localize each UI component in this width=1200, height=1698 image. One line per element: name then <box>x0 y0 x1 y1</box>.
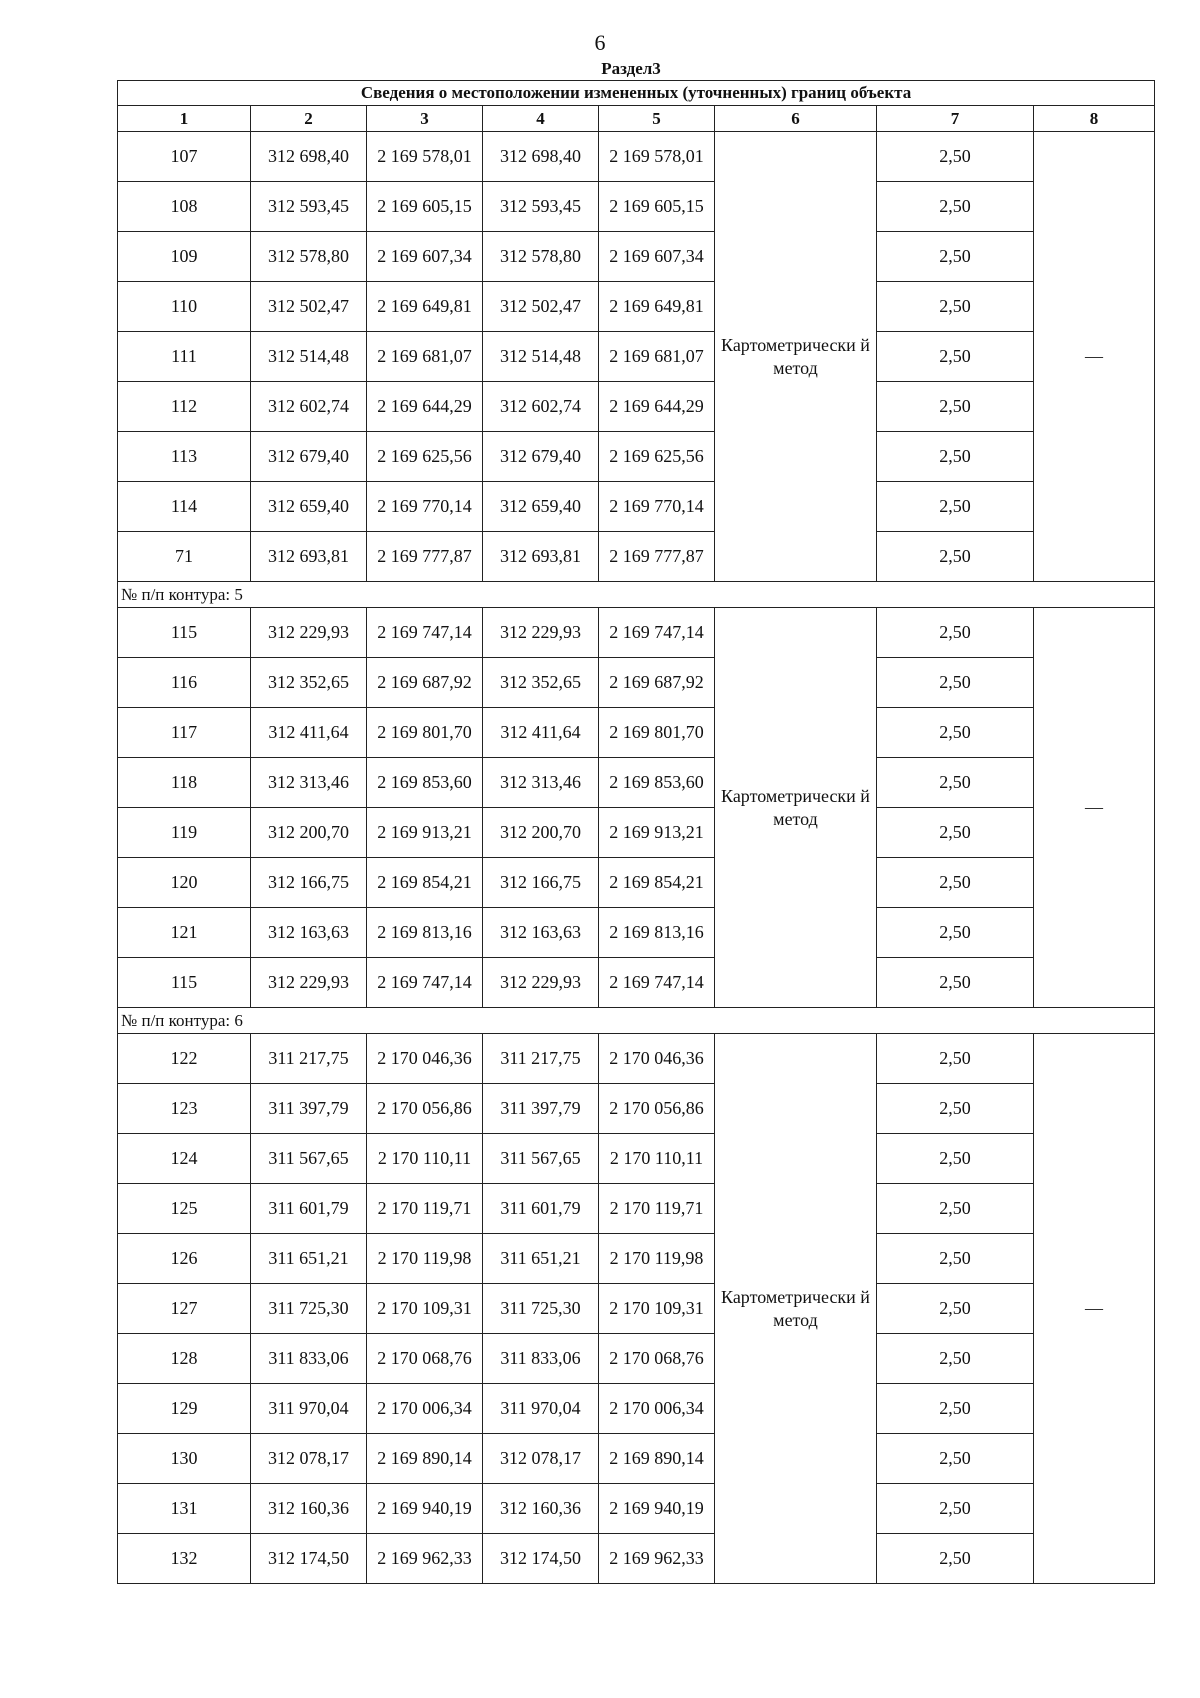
y-refined-cell: 2 170 046,36 <box>599 1034 715 1084</box>
table-row <box>118 608 1155 658</box>
y-refined-cell: 2 169 770,14 <box>599 482 715 532</box>
table-row <box>118 1334 1155 1384</box>
y-existing-cell: 2 169 801,70 <box>367 708 483 758</box>
point-number-cell: 108 <box>118 182 251 232</box>
x-existing-cell: 312 163,63 <box>251 908 367 958</box>
point-number-cell: 130 <box>118 1434 251 1484</box>
accuracy-cell: 2,50 <box>877 332 1034 382</box>
accuracy-cell: 2,50 <box>877 808 1034 858</box>
table-row <box>118 1184 1155 1234</box>
point-number-cell: 125 <box>118 1184 251 1234</box>
y-refined-cell: 2 170 119,71 <box>599 1184 715 1234</box>
table-row <box>118 758 1155 808</box>
y-existing-cell: 2 169 607,34 <box>367 232 483 282</box>
accuracy-cell: 2,50 <box>877 382 1034 432</box>
table-row <box>118 232 1155 282</box>
y-existing-cell: 2 169 605,15 <box>367 182 483 232</box>
x-refined-cell: 312 200,70 <box>483 808 599 858</box>
y-refined-cell: 2 169 854,21 <box>599 858 715 908</box>
y-refined-cell: 2 169 605,15 <box>599 182 715 232</box>
table-row <box>118 908 1155 958</box>
point-number-cell: 132 <box>118 1534 251 1584</box>
y-existing-cell: 2 169 777,87 <box>367 532 483 582</box>
x-existing-cell: 312 160,36 <box>251 1484 367 1534</box>
point-number-cell: 115 <box>118 958 251 1008</box>
point-number-cell: 123 <box>118 1084 251 1134</box>
table-row <box>118 1534 1155 1584</box>
x-refined-cell: 311 970,04 <box>483 1384 599 1434</box>
y-existing-cell: 2 169 890,14 <box>367 1434 483 1484</box>
accuracy-cell: 2,50 <box>877 1134 1034 1184</box>
y-refined-cell: 2 169 625,56 <box>599 432 715 482</box>
table-row <box>118 808 1155 858</box>
x-existing-cell: 312 514,48 <box>251 332 367 382</box>
method-cell: Картометрически й метод <box>715 608 877 1008</box>
x-refined-cell: 311 725,30 <box>483 1284 599 1334</box>
column-header: 6 <box>715 106 877 132</box>
y-existing-cell: 2 169 681,07 <box>367 332 483 382</box>
x-existing-cell: 312 578,80 <box>251 232 367 282</box>
x-refined-cell: 312 578,80 <box>483 232 599 282</box>
x-refined-cell: 311 217,75 <box>483 1034 599 1084</box>
x-refined-cell: 312 602,74 <box>483 382 599 432</box>
point-number-cell: 110 <box>118 282 251 332</box>
y-refined-cell: 2 169 777,87 <box>599 532 715 582</box>
note-cell: — <box>1034 608 1155 1008</box>
section-label: Раздел3 <box>601 59 661 78</box>
accuracy-cell: 2,50 <box>877 908 1034 958</box>
y-refined-cell: 2 170 110,11 <box>599 1134 715 1184</box>
y-existing-cell: 2 169 687,92 <box>367 658 483 708</box>
x-existing-cell: 312 174,50 <box>251 1534 367 1584</box>
x-refined-cell: 312 514,48 <box>483 332 599 382</box>
contour-group-label: № п/п контура: 5 <box>118 582 1155 608</box>
x-refined-cell: 312 693,81 <box>483 532 599 582</box>
point-number-cell: 115 <box>118 608 251 658</box>
table-caption-row <box>118 81 1155 106</box>
x-refined-cell: 312 229,93 <box>483 608 599 658</box>
accuracy-cell: 2,50 <box>877 1334 1034 1384</box>
point-number-cell: 121 <box>118 908 251 958</box>
accuracy-cell: 2,50 <box>877 1234 1034 1284</box>
accuracy-cell: 2,50 <box>877 608 1034 658</box>
table-row <box>118 1284 1155 1334</box>
x-existing-cell: 312 352,65 <box>251 658 367 708</box>
table-row <box>118 658 1155 708</box>
point-number-cell: 114 <box>118 482 251 532</box>
table-row <box>118 1034 1155 1084</box>
y-refined-cell: 2 169 649,81 <box>599 282 715 332</box>
y-existing-cell: 2 170 056,86 <box>367 1084 483 1134</box>
table-row <box>118 1384 1155 1434</box>
x-existing-cell: 312 200,70 <box>251 808 367 858</box>
x-existing-cell: 312 502,47 <box>251 282 367 332</box>
point-number-cell: 127 <box>118 1284 251 1334</box>
point-number-cell: 128 <box>118 1334 251 1384</box>
accuracy-cell: 2,50 <box>877 1484 1034 1534</box>
x-existing-cell: 311 217,75 <box>251 1034 367 1084</box>
y-refined-cell: 2 169 681,07 <box>599 332 715 382</box>
boundary-coordinates-table <box>117 80 1155 1584</box>
x-refined-cell: 312 174,50 <box>483 1534 599 1584</box>
y-refined-cell: 2 169 644,29 <box>599 382 715 432</box>
x-refined-cell: 312 679,40 <box>483 432 599 482</box>
point-number-cell: 71 <box>118 532 251 582</box>
accuracy-cell: 2,50 <box>877 958 1034 1008</box>
column-header: 4 <box>483 106 599 132</box>
accuracy-cell: 2,50 <box>877 658 1034 708</box>
y-refined-cell: 2 169 913,21 <box>599 808 715 858</box>
x-existing-cell: 312 078,17 <box>251 1434 367 1484</box>
table-row <box>118 1434 1155 1484</box>
method-cell: Картометрически й метод <box>715 1034 877 1584</box>
y-refined-cell: 2 170 119,98 <box>599 1234 715 1284</box>
column-header: 7 <box>877 106 1034 132</box>
x-refined-cell: 312 502,47 <box>483 282 599 332</box>
y-refined-cell: 2 169 962,33 <box>599 1534 715 1584</box>
x-existing-cell: 312 166,75 <box>251 858 367 908</box>
table-row <box>118 132 1155 182</box>
table-row <box>118 858 1155 908</box>
x-refined-cell: 312 163,63 <box>483 908 599 958</box>
x-existing-cell: 312 698,40 <box>251 132 367 182</box>
y-refined-cell: 2 169 607,34 <box>599 232 715 282</box>
x-refined-cell: 312 166,75 <box>483 858 599 908</box>
y-existing-cell: 2 169 747,14 <box>367 608 483 658</box>
point-number-cell: 126 <box>118 1234 251 1284</box>
y-existing-cell: 2 169 853,60 <box>367 758 483 808</box>
table-row <box>118 1084 1155 1134</box>
x-existing-cell: 311 651,21 <box>251 1234 367 1284</box>
point-number-cell: 109 <box>118 232 251 282</box>
x-refined-cell: 311 833,06 <box>483 1334 599 1384</box>
x-refined-cell: 311 651,21 <box>483 1234 599 1284</box>
table-row <box>118 382 1155 432</box>
accuracy-cell: 2,50 <box>877 282 1034 332</box>
x-existing-cell: 312 659,40 <box>251 482 367 532</box>
x-existing-cell: 311 725,30 <box>251 1284 367 1334</box>
point-number-cell: 129 <box>118 1384 251 1434</box>
point-number-cell: 131 <box>118 1484 251 1534</box>
table-row <box>118 1134 1155 1184</box>
accuracy-cell: 2,50 <box>877 1034 1034 1084</box>
y-existing-cell: 2 169 625,56 <box>367 432 483 482</box>
accuracy-cell: 2,50 <box>877 432 1034 482</box>
table-row <box>118 182 1155 232</box>
x-existing-cell: 312 229,93 <box>251 958 367 1008</box>
point-number-cell: 111 <box>118 332 251 382</box>
table-row <box>118 1234 1155 1284</box>
x-refined-cell: 312 698,40 <box>483 132 599 182</box>
accuracy-cell: 2,50 <box>877 482 1034 532</box>
page-number: 6 <box>594 30 606 55</box>
x-refined-cell: 312 411,64 <box>483 708 599 758</box>
column-header: 2 <box>251 106 367 132</box>
x-refined-cell: 312 078,17 <box>483 1434 599 1484</box>
accuracy-cell: 2,50 <box>877 708 1034 758</box>
point-number-cell: 107 <box>118 132 251 182</box>
accuracy-cell: 2,50 <box>877 1384 1034 1434</box>
accuracy-cell: 2,50 <box>877 1434 1034 1484</box>
table-row <box>118 282 1155 332</box>
x-refined-cell: 312 593,45 <box>483 182 599 232</box>
y-refined-cell: 2 169 687,92 <box>599 658 715 708</box>
point-number-cell: 116 <box>118 658 251 708</box>
y-existing-cell: 2 170 119,71 <box>367 1184 483 1234</box>
y-existing-cell: 2 169 747,14 <box>367 958 483 1008</box>
y-existing-cell: 2 170 006,34 <box>367 1384 483 1434</box>
y-refined-cell: 2 169 801,70 <box>599 708 715 758</box>
x-existing-cell: 311 970,04 <box>251 1384 367 1434</box>
column-header: 3 <box>367 106 483 132</box>
y-refined-cell: 2 170 056,86 <box>599 1084 715 1134</box>
point-number-cell: 113 <box>118 432 251 482</box>
table-row <box>118 332 1155 382</box>
y-existing-cell: 2 169 940,19 <box>367 1484 483 1534</box>
accuracy-cell: 2,50 <box>877 1284 1034 1334</box>
accuracy-cell: 2,50 <box>877 858 1034 908</box>
column-number-row <box>118 106 1155 132</box>
table-row <box>118 708 1155 758</box>
contour-group-label: № п/п контура: 6 <box>118 1008 1155 1034</box>
x-existing-cell: 311 601,79 <box>251 1184 367 1234</box>
point-number-cell: 122 <box>118 1034 251 1084</box>
table-body <box>118 81 1155 1584</box>
x-existing-cell: 312 229,93 <box>251 608 367 658</box>
accuracy-cell: 2,50 <box>877 758 1034 808</box>
accuracy-cell: 2,50 <box>877 532 1034 582</box>
x-refined-cell: 311 397,79 <box>483 1084 599 1134</box>
x-existing-cell: 312 693,81 <box>251 532 367 582</box>
table-row <box>118 532 1155 582</box>
x-refined-cell: 312 160,36 <box>483 1484 599 1534</box>
table-row <box>118 958 1155 1008</box>
note-cell: — <box>1034 1034 1155 1584</box>
y-existing-cell: 2 169 813,16 <box>367 908 483 958</box>
accuracy-cell: 2,50 <box>877 1084 1034 1134</box>
x-refined-cell: 312 229,93 <box>483 958 599 1008</box>
x-existing-cell: 311 397,79 <box>251 1084 367 1134</box>
x-refined-cell: 311 601,79 <box>483 1184 599 1234</box>
table-row <box>118 1484 1155 1534</box>
contour-group-row <box>118 582 1155 608</box>
y-existing-cell: 2 169 770,14 <box>367 482 483 532</box>
point-number-cell: 112 <box>118 382 251 432</box>
method-cell: Картометрически й метод <box>715 132 877 582</box>
accuracy-cell: 2,50 <box>877 132 1034 182</box>
x-refined-cell: 312 659,40 <box>483 482 599 532</box>
y-refined-cell: 2 169 747,14 <box>599 608 715 658</box>
note-cell: — <box>1034 132 1155 582</box>
point-number-cell: 117 <box>118 708 251 758</box>
x-existing-cell: 312 602,74 <box>251 382 367 432</box>
y-existing-cell: 2 169 649,81 <box>367 282 483 332</box>
point-number-cell: 118 <box>118 758 251 808</box>
table-caption: Сведения о местоположении измененных (уточненных) границ объекта <box>118 81 1155 106</box>
accuracy-cell: 2,50 <box>877 182 1034 232</box>
y-existing-cell: 2 170 046,36 <box>367 1034 483 1084</box>
contour-group-row <box>118 1008 1155 1034</box>
x-refined-cell: 312 352,65 <box>483 658 599 708</box>
y-existing-cell: 2 169 578,01 <box>367 132 483 182</box>
x-existing-cell: 311 567,65 <box>251 1134 367 1184</box>
x-refined-cell: 311 567,65 <box>483 1134 599 1184</box>
y-refined-cell: 2 170 109,31 <box>599 1284 715 1334</box>
accuracy-cell: 2,50 <box>877 1534 1034 1584</box>
y-refined-cell: 2 169 853,60 <box>599 758 715 808</box>
y-refined-cell: 2 169 940,19 <box>599 1484 715 1534</box>
y-existing-cell: 2 170 119,98 <box>367 1234 483 1284</box>
accuracy-cell: 2,50 <box>877 232 1034 282</box>
point-number-cell: 120 <box>118 858 251 908</box>
x-existing-cell: 311 833,06 <box>251 1334 367 1384</box>
table-row <box>118 432 1155 482</box>
column-header: 1 <box>118 106 251 132</box>
y-refined-cell: 2 169 747,14 <box>599 958 715 1008</box>
y-existing-cell: 2 169 854,21 <box>367 858 483 908</box>
y-existing-cell: 2 169 962,33 <box>367 1534 483 1584</box>
accuracy-cell: 2,50 <box>877 1184 1034 1234</box>
y-existing-cell: 2 170 109,31 <box>367 1284 483 1334</box>
y-refined-cell: 2 169 813,16 <box>599 908 715 958</box>
y-refined-cell: 2 170 068,76 <box>599 1334 715 1384</box>
x-refined-cell: 312 313,46 <box>483 758 599 808</box>
y-existing-cell: 2 170 110,11 <box>367 1134 483 1184</box>
y-existing-cell: 2 169 913,21 <box>367 808 483 858</box>
y-existing-cell: 2 169 644,29 <box>367 382 483 432</box>
y-refined-cell: 2 170 006,34 <box>599 1384 715 1434</box>
x-existing-cell: 312 679,40 <box>251 432 367 482</box>
y-existing-cell: 2 170 068,76 <box>367 1334 483 1384</box>
column-header: 5 <box>599 106 715 132</box>
column-header: 8 <box>1034 106 1155 132</box>
point-number-cell: 124 <box>118 1134 251 1184</box>
point-number-cell: 119 <box>118 808 251 858</box>
x-existing-cell: 312 313,46 <box>251 758 367 808</box>
x-existing-cell: 312 593,45 <box>251 182 367 232</box>
y-refined-cell: 2 169 578,01 <box>599 132 715 182</box>
x-existing-cell: 312 411,64 <box>251 708 367 758</box>
table-row <box>118 482 1155 532</box>
y-refined-cell: 2 169 890,14 <box>599 1434 715 1484</box>
